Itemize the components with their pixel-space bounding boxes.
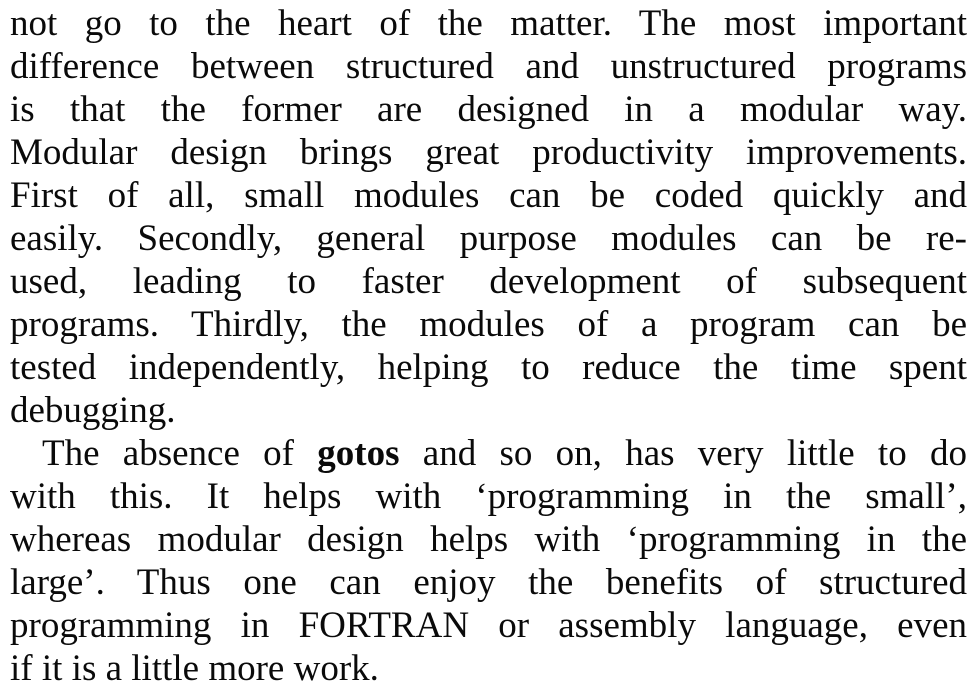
text-line <box>10 561 967 604</box>
text-line <box>10 475 967 518</box>
text-segment: Modular design brings great productivity improvements. <box>10 132 967 173</box>
text-segment: The absence of <box>42 433 318 474</box>
text-segment: and so on, has very little to do <box>399 433 967 474</box>
text-segment: with this. It helps with ‘programming in the small’, <box>10 476 967 517</box>
text-segment: if it is a little more work. <box>10 648 379 689</box>
paragraph <box>10 432 967 690</box>
text-line <box>10 389 967 432</box>
text-line <box>10 131 967 174</box>
text-line <box>10 432 967 475</box>
text-segment: whereas modular design helps with ‘programming in the <box>10 519 967 560</box>
text-line <box>10 604 967 647</box>
text-segment: is that the former are designed in a modular way. <box>10 89 967 130</box>
text-segment: difference between structured and unstructured programs <box>10 46 967 87</box>
text-line <box>10 45 967 88</box>
text-segment: large’. Thus one can enjoy the benefits of structured <box>10 562 967 603</box>
text-line <box>10 647 967 690</box>
text-line <box>10 303 967 346</box>
text-segment: debugging. <box>10 390 176 431</box>
text-line <box>10 346 967 389</box>
text-segment: First of all, small modules can be coded quickly and <box>10 175 967 216</box>
text-line <box>10 88 967 131</box>
text-line <box>10 174 967 217</box>
text-segment: not go to the heart of the matter. The most important <box>10 3 967 44</box>
text-line <box>10 217 967 260</box>
text-line <box>10 2 967 45</box>
paragraph <box>10 2 967 432</box>
bold-term: gotos <box>317 433 400 474</box>
text-line <box>10 260 967 303</box>
text-segment: used, leading to faster development of subsequent <box>10 261 967 302</box>
text-segment: programming in FORTRAN or assembly language, even <box>10 605 967 646</box>
text-segment: programs. Thirdly, the modules of a program can be <box>10 304 967 345</box>
text-segment: easily. Secondly, general purpose modules can be re- <box>10 218 967 259</box>
body-text <box>10 2 967 690</box>
text-line <box>10 518 967 561</box>
text-segment: tested independently, helping to reduce the time spent <box>10 347 967 388</box>
